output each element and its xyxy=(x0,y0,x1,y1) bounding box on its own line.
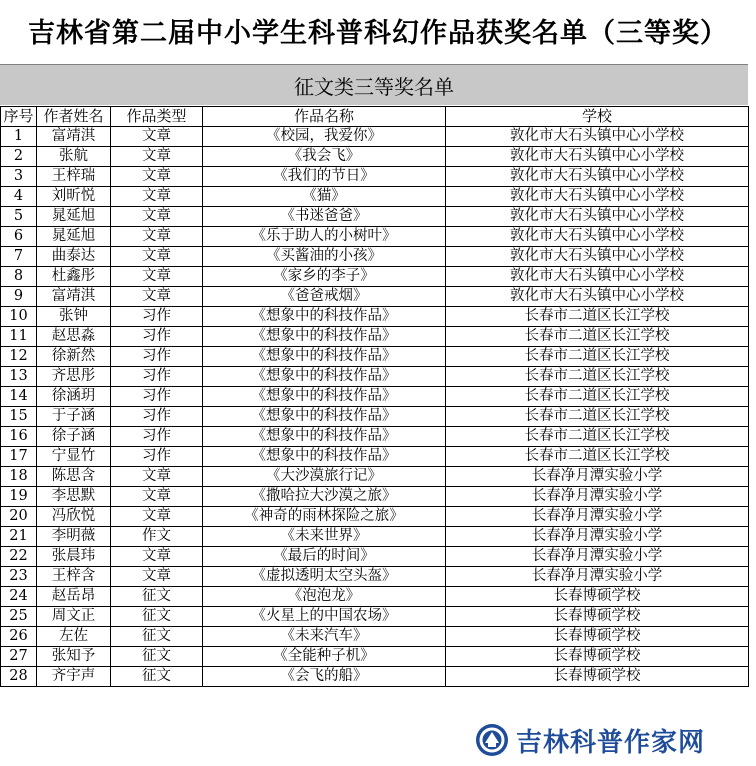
row-index: 1 xyxy=(1,127,37,147)
school-name: 敦化市大石头镇中心小学校 xyxy=(446,267,749,287)
author-name: 宁显竹 xyxy=(37,447,111,467)
school-name: 敦化市大石头镇中心小学校 xyxy=(446,227,749,247)
row-index: 17 xyxy=(1,447,37,467)
school-name: 长春博硕学校 xyxy=(446,667,749,687)
row-index: 28 xyxy=(1,667,37,687)
row-index: 22 xyxy=(1,547,37,567)
author-name: 晁延旭 xyxy=(37,227,111,247)
work-title: 《想象中的科技作品》 xyxy=(203,307,446,327)
school-name: 敦化市大石头镇中心小学校 xyxy=(446,247,749,267)
work-type: 习作 xyxy=(111,447,203,467)
school-name: 长春净月潭实验小学 xyxy=(446,547,749,567)
table-row xyxy=(1,587,749,607)
row-index: 4 xyxy=(1,187,37,207)
author-name: 张航 xyxy=(37,147,111,167)
work-type: 文章 xyxy=(111,467,203,487)
work-title: 《虚拟透明太空头盔》 xyxy=(203,567,446,587)
column-header-work: 作品名称 xyxy=(203,107,446,127)
work-type: 文章 xyxy=(111,167,203,187)
work-title: 《火星上的中国农场》 xyxy=(203,607,446,627)
table-row xyxy=(1,487,749,507)
author-name: 富靖淇 xyxy=(37,127,111,147)
school-name: 长春净月潭实验小学 xyxy=(446,467,749,487)
work-type: 习作 xyxy=(111,347,203,367)
school-name: 敦化市大石头镇中心小学校 xyxy=(446,187,749,207)
author-name: 富靖淇 xyxy=(37,287,111,307)
work-title: 《我会飞》 xyxy=(203,147,446,167)
table-row xyxy=(1,567,749,587)
school-name: 长春市二道区长江学校 xyxy=(446,447,749,467)
header-row xyxy=(1,107,749,127)
column-header-type: 作品类型 xyxy=(111,107,203,127)
section-header: 征文类三等奖名单 xyxy=(0,64,748,105)
work-type: 征文 xyxy=(111,667,203,687)
school-name: 敦化市大石头镇中心小学校 xyxy=(446,127,749,147)
column-header-school: 学校 xyxy=(446,107,749,127)
row-index: 5 xyxy=(1,207,37,227)
author-name: 于子涵 xyxy=(37,407,111,427)
table-row xyxy=(1,147,749,167)
school-name: 长春净月潭实验小学 xyxy=(446,487,749,507)
author-name: 陈思含 xyxy=(37,467,111,487)
work-title: 《未来汽车》 xyxy=(203,627,446,647)
work-type: 征文 xyxy=(111,627,203,647)
row-index: 8 xyxy=(1,267,37,287)
author-name: 李明薇 xyxy=(37,527,111,547)
table-row xyxy=(1,407,749,427)
work-type: 文章 xyxy=(111,147,203,167)
table-row xyxy=(1,667,749,687)
author-name: 张钟 xyxy=(37,307,111,327)
school-name: 长春博硕学校 xyxy=(446,607,749,627)
author-name: 王梓瑞 xyxy=(37,167,111,187)
page-title: 吉林省第二届中小学生科普科幻作品获奖名单（三等奖） xyxy=(28,17,728,49)
author-name: 徐新然 xyxy=(37,347,111,367)
column-header-author: 作者姓名 xyxy=(37,107,111,127)
work-title: 《想象中的科技作品》 xyxy=(203,347,446,367)
work-type: 习作 xyxy=(111,327,203,347)
work-type: 文章 xyxy=(111,487,203,507)
school-name: 长春市二道区长江学校 xyxy=(446,407,749,427)
work-title: 《想象中的科技作品》 xyxy=(203,367,446,387)
row-index: 19 xyxy=(1,487,37,507)
school-name: 敦化市大石头镇中心小学校 xyxy=(446,167,749,187)
row-index: 9 xyxy=(1,287,37,307)
work-title: 《猫》 xyxy=(203,187,446,207)
work-type: 文章 xyxy=(111,187,203,207)
work-type: 文章 xyxy=(111,227,203,247)
work-title: 《买酱油的小孩》 xyxy=(203,247,446,267)
row-index: 20 xyxy=(1,507,37,527)
table-row xyxy=(1,527,749,547)
row-index: 15 xyxy=(1,407,37,427)
table-row xyxy=(1,187,749,207)
table-row xyxy=(1,467,749,487)
school-name: 长春净月潭实验小学 xyxy=(446,527,749,547)
row-index: 13 xyxy=(1,367,37,387)
school-name: 长春市二道区长江学校 xyxy=(446,367,749,387)
author-name: 徐子涵 xyxy=(37,427,111,447)
author-name: 冯欣悦 xyxy=(37,507,111,527)
row-index: 6 xyxy=(1,227,37,247)
work-title: 《书迷爸爸》 xyxy=(203,207,446,227)
work-type: 习作 xyxy=(111,407,203,427)
school-name: 长春市二道区长江学校 xyxy=(446,347,749,367)
work-title: 《我们的节日》 xyxy=(203,167,446,187)
table-row xyxy=(1,207,749,227)
site-logo xyxy=(474,722,754,758)
school-name: 敦化市大石头镇中心小学校 xyxy=(446,207,749,227)
author-name: 张知予 xyxy=(37,647,111,667)
work-type: 文章 xyxy=(111,247,203,267)
column-header-index: 序号 xyxy=(1,107,37,127)
table-row xyxy=(1,167,749,187)
row-index: 3 xyxy=(1,167,37,187)
work-title: 《最后的时间》 xyxy=(203,547,446,567)
author-name: 李思默 xyxy=(37,487,111,507)
site-brand-text: 吉林科普作家网 xyxy=(516,727,706,758)
table-row xyxy=(1,267,749,287)
row-index: 27 xyxy=(1,647,37,667)
table-row xyxy=(1,547,749,567)
work-type: 文章 xyxy=(111,267,203,287)
work-type: 文章 xyxy=(111,207,203,227)
table-row xyxy=(1,247,749,267)
work-type: 文章 xyxy=(111,567,203,587)
school-name: 长春净月潭实验小学 xyxy=(446,567,749,587)
author-name: 徐涵玥 xyxy=(37,387,111,407)
table-row xyxy=(1,427,749,447)
table-row xyxy=(1,127,749,147)
work-title: 《未来世界》 xyxy=(203,527,446,547)
awards-table xyxy=(0,106,749,687)
row-index: 10 xyxy=(1,307,37,327)
row-index: 24 xyxy=(1,587,37,607)
work-title: 《想象中的科技作品》 xyxy=(203,387,446,407)
row-index: 18 xyxy=(1,467,37,487)
author-name: 周文正 xyxy=(37,607,111,627)
table-row xyxy=(1,647,749,667)
author-name: 杜鑫彤 xyxy=(37,267,111,287)
row-index: 21 xyxy=(1,527,37,547)
work-title: 《校园，我爱你》 xyxy=(203,127,446,147)
work-title: 《全能种子机》 xyxy=(203,647,446,667)
work-title: 《家乡的李子》 xyxy=(203,267,446,287)
work-type: 文章 xyxy=(111,127,203,147)
author-name: 齐宇声 xyxy=(37,667,111,687)
table-row xyxy=(1,287,749,307)
author-name: 左佐 xyxy=(37,627,111,647)
work-type: 文章 xyxy=(111,287,203,307)
work-title: 《爸爸戒烟》 xyxy=(203,287,446,307)
author-name: 赵思淼 xyxy=(37,327,111,347)
author-name: 王梓含 xyxy=(37,567,111,587)
work-title: 《乐于助人的小树叶》 xyxy=(203,227,446,247)
author-name: 张晨玮 xyxy=(37,547,111,567)
work-type: 文章 xyxy=(111,547,203,567)
row-index: 11 xyxy=(1,327,37,347)
school-name: 长春博硕学校 xyxy=(446,647,749,667)
work-title: 《会飞的船》 xyxy=(203,667,446,687)
work-title: 《想象中的科技作品》 xyxy=(203,427,446,447)
table-row xyxy=(1,227,749,247)
author-name: 刘昕悦 xyxy=(37,187,111,207)
work-title: 《大沙漠旅行记》 xyxy=(203,467,446,487)
work-type: 习作 xyxy=(111,367,203,387)
school-name: 长春市二道区长江学校 xyxy=(446,427,749,447)
school-name: 敦化市大石头镇中心小学校 xyxy=(446,287,749,307)
table-row xyxy=(1,627,749,647)
row-index: 25 xyxy=(1,607,37,627)
table-row xyxy=(1,307,749,327)
work-title: 《想象中的科技作品》 xyxy=(203,447,446,467)
work-type: 习作 xyxy=(111,387,203,407)
row-index: 2 xyxy=(1,147,37,167)
table-row xyxy=(1,447,749,467)
work-title: 《神奇的雨林探险之旅》 xyxy=(203,507,446,527)
row-index: 7 xyxy=(1,247,37,267)
row-index: 12 xyxy=(1,347,37,367)
table-row xyxy=(1,347,749,367)
table-row xyxy=(1,387,749,407)
work-type: 习作 xyxy=(111,427,203,447)
work-title: 《撒哈拉大沙漠之旅》 xyxy=(203,487,446,507)
school-name: 敦化市大石头镇中心小学校 xyxy=(446,147,749,167)
table-row xyxy=(1,607,749,627)
row-index: 16 xyxy=(1,427,37,447)
work-title: 《想象中的科技作品》 xyxy=(203,327,446,347)
table-row xyxy=(1,507,749,527)
table-row xyxy=(1,327,749,347)
school-name: 长春市二道区长江学校 xyxy=(446,327,749,347)
work-title: 《想象中的科技作品》 xyxy=(203,407,446,427)
author-name: 曲泰达 xyxy=(37,247,111,267)
emblem-icon xyxy=(474,722,510,758)
row-index: 14 xyxy=(1,387,37,407)
school-name: 长春市二道区长江学校 xyxy=(446,387,749,407)
school-name: 长春净月潭实验小学 xyxy=(446,507,749,527)
table-row xyxy=(1,367,749,387)
work-type: 作文 xyxy=(111,527,203,547)
author-name: 齐思彤 xyxy=(37,367,111,387)
work-title: 《泡泡龙》 xyxy=(203,587,446,607)
author-name: 赵岳昂 xyxy=(37,587,111,607)
row-index: 23 xyxy=(1,567,37,587)
work-type: 征文 xyxy=(111,647,203,667)
author-name: 晁延旭 xyxy=(37,207,111,227)
school-name: 长春市二道区长江学校 xyxy=(446,307,749,327)
work-type: 习作 xyxy=(111,307,203,327)
table-body xyxy=(1,127,749,687)
school-name: 长春博硕学校 xyxy=(446,627,749,647)
work-type: 征文 xyxy=(111,587,203,607)
row-index: 26 xyxy=(1,627,37,647)
work-type: 文章 xyxy=(111,507,203,527)
work-type: 征文 xyxy=(111,607,203,627)
school-name: 长春博硕学校 xyxy=(446,587,749,607)
